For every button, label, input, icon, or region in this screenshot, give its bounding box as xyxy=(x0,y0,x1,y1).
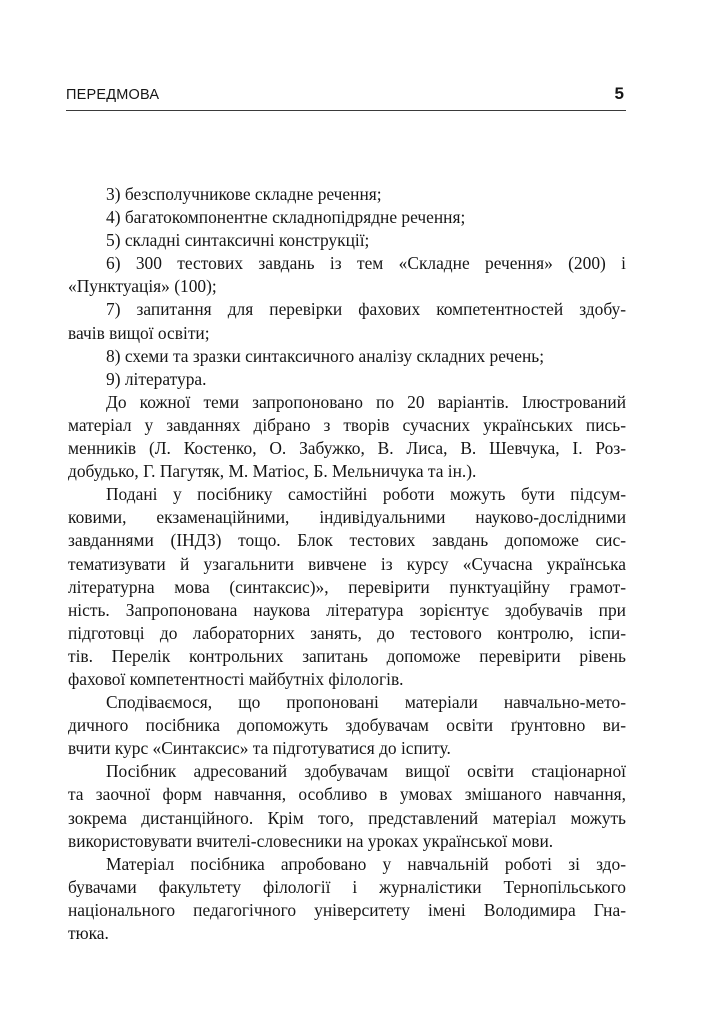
text-line: тів. Перелік контрольних запитань допоможе перевірити рівень xyxy=(68,645,626,666)
running-title: ПЕРЕДМОВА xyxy=(66,87,160,103)
page-number: 5 xyxy=(614,84,624,103)
text-line: Посібник адресований здобувачам вищої освіти стаціонарної xyxy=(106,761,626,782)
text-line: та заочної форм навчання, особливо в умовах змішаного навчання, xyxy=(68,784,626,805)
text-line: 6) 300 тестових завдань із тем «Складне речення» (200) і xyxy=(106,253,626,274)
text-line: 5) складні синтаксичні конструкції; xyxy=(106,230,370,251)
text-line: літературна мова (синтаксис)», перевірити пунктуаційну грамот- xyxy=(68,576,626,597)
text-line: 7) запитання для перевірки фахових компетентностей здобу- xyxy=(106,299,626,320)
text-line: вчити курс «Синтаксис» та підготуватися до іспиту. xyxy=(68,738,451,759)
text-line: добудько, Г. Пагутяк, М. Матіос, Б. Мельничука та ін.). xyxy=(68,461,477,482)
text-line: тюка. xyxy=(68,923,109,943)
text-line: 9) література. xyxy=(106,368,207,389)
text-line: До кожної теми запропоновано по 20 варіантів. Ілюстрований xyxy=(106,391,626,412)
text-line: «Пунктуація» (100); xyxy=(68,276,217,297)
text-line: тематизувати й узагальнити вивчене із курсу «Сучасна українська xyxy=(68,553,626,574)
text-line: дичного посібника допоможуть здобувачам освіти ґрунтовно ви- xyxy=(68,715,626,736)
text-line: завданнями (ІНДЗ) тощо. Блок тестових завдань допоможе сис- xyxy=(68,530,626,551)
text-line: підготовці до лабораторних занять, до тестового контролю, іспи- xyxy=(68,622,626,643)
text-line: вачів вищої освіти; xyxy=(68,322,210,343)
text-line: Матеріал посібника апробовано у навчальній роботі зі здо- xyxy=(106,853,626,874)
text-line: бувачами факультету філології і журналістики Тернопільського xyxy=(68,876,626,897)
text-line: менників (Л. Костенко, О. Забужко, В. Лиса, В. Шевчука, І. Роз- xyxy=(68,438,626,459)
text-line: Сподіваємося, що пропоновані матеріали навчально-мето- xyxy=(106,692,626,713)
running-header xyxy=(66,84,626,111)
text-line: національного педагогічного університету імені Володимира Гна- xyxy=(68,899,626,920)
text-line: фахової компетентності майбутніх філологів. xyxy=(68,668,404,689)
text-line: 8) схеми та зразки синтаксичного аналізу складних речень; xyxy=(106,345,545,366)
text-line: ковими, екзаменаційними, індивідуальними науково-дослідними xyxy=(68,507,626,528)
text-line: 4) багатокомпонентне складнопідрядне речення; xyxy=(106,207,466,228)
text-line: зокрема дистанційного. Крім того, представлений матеріал можуть xyxy=(68,807,626,828)
text-line: використовувати вчителі-словесники на уроках української мови. xyxy=(68,830,554,851)
text-line: Подані у посібнику самостійні роботи можуть бути підсум- xyxy=(106,484,626,505)
text-line: ність. Запропонована наукова література зорієнтує здобувачів при xyxy=(68,599,626,620)
body-text xyxy=(68,183,626,945)
text-line: 3) безсполучникове складне речення; xyxy=(106,184,382,204)
text-line: матеріал у завданнях дібрано з творів сучасних українських пись- xyxy=(68,414,626,435)
